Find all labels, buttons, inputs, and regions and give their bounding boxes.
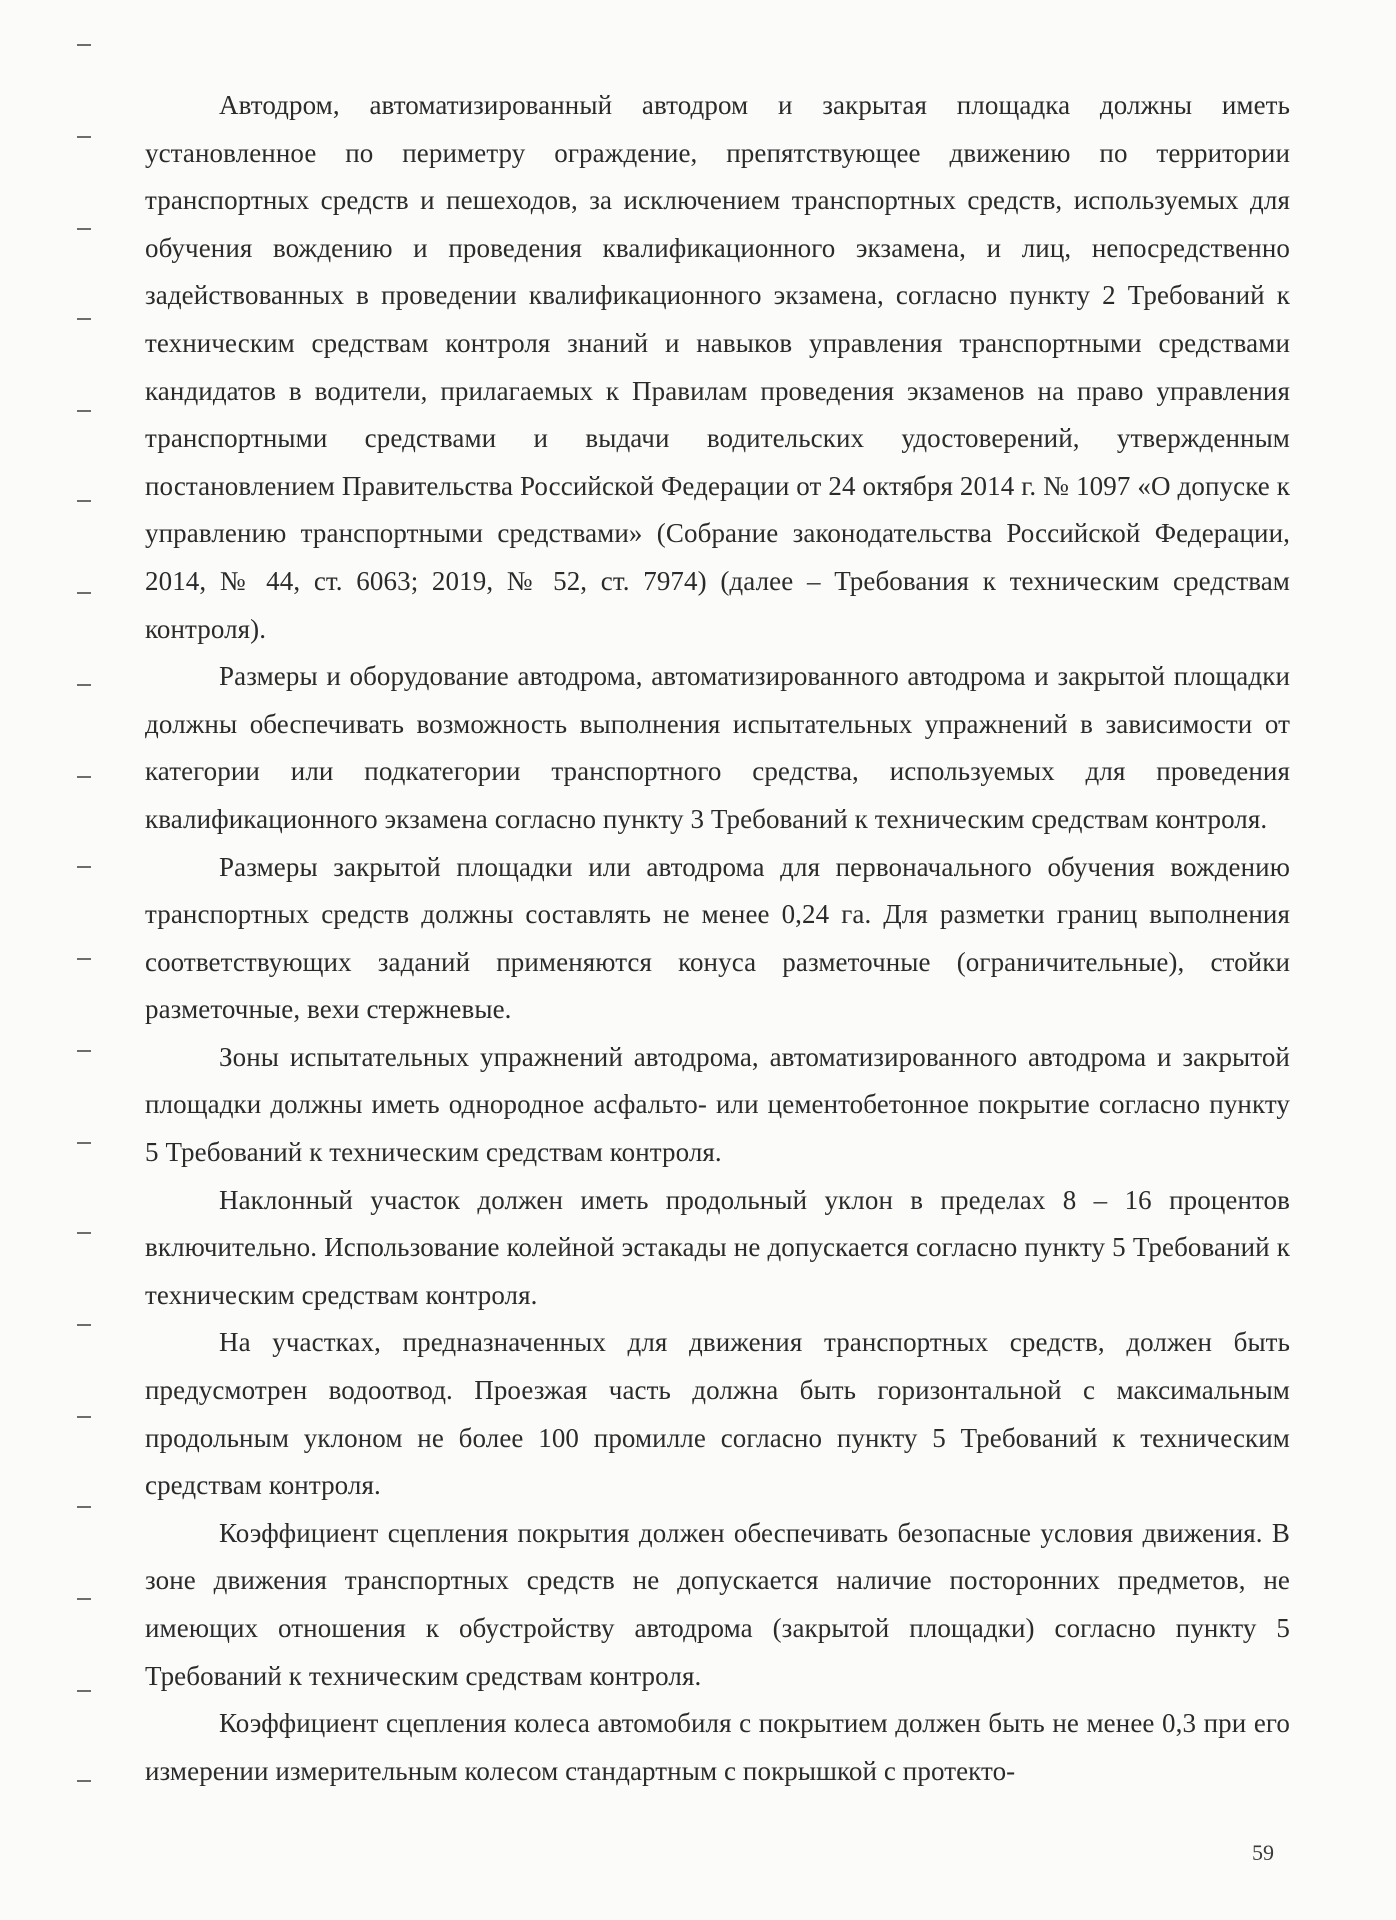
margin-tick (77, 44, 91, 46)
body-text (145, 82, 1290, 1795)
margin-tick (77, 1506, 91, 1508)
margin-tick (77, 684, 91, 686)
paragraph-dimensions-equipment: Размеры и оборудование автодрома, автоматизированного автодрома и закрытой площадки должны обеспечивать возможность выполнения испытательных упражнений в зависимости от категории или подкатегории транспортного средства, используемых для проведения квалификационного экзамена согласно пункту 3 Требований к техническим средствам контроля. (145, 661, 1290, 834)
margin-tick (77, 1780, 91, 1782)
margin-tick (77, 410, 91, 412)
margin-tick (77, 1050, 91, 1052)
paragraph-slope: Наклонный участок должен иметь продольный уклон в пределах 8 – 16 процентов включительно. Использование колейной эстакады не допускается согласно пункту 5 Требований к техническим средствам контроля. (145, 1184, 1290, 1310)
margin-tick (77, 228, 91, 230)
margin-tick (77, 1142, 91, 1144)
margin-tick (77, 1416, 91, 1418)
paragraph-area-size: Размеры закрытой площадки или автодрома для первоначального обучения вождению транспортных средств должны составлять не менее 0,24 га. Для разметки границ выполнения соответствующих заданий применяются конуса разметочные (ограничительные), стойки разметочные, вехи стержневые. (145, 851, 1290, 1025)
paragraph-adhesion-wheel: Коэффициент сцепления колеса автомобиля с покрытием должен быть не менее 0,3 при его измерении измерительным колесом стандартным с покрышкой с протекто- (145, 1708, 1290, 1786)
paragraph-drainage: На участках, предназначенных для движения транспортных средств, должен быть предусмотрен водоотвод. Проезжая часть должна быть горизонтальной с максимальным продольным уклоном не более 100 промилле согласно пункту 5 Требований к техническим средствам контроля. (145, 1327, 1290, 1501)
margin-tick (77, 1232, 91, 1234)
margin-tick (77, 1690, 91, 1692)
margin-tick (77, 500, 91, 502)
page-number: 59 (1252, 1840, 1274, 1865)
margin-tick (77, 318, 91, 320)
margin-tick (77, 1324, 91, 1326)
margin-tick (77, 776, 91, 778)
margin-tick (77, 592, 91, 594)
margin-tick (77, 136, 91, 138)
paragraph-enclosure: Автодром, автоматизированный автодром и закрытая площадка должны иметь установленное по периметру ограждение, препятствующее движению по территории транспортных средств и пешеходов, за исключением транспортных средств, используемых для обучения вождению и проведения квалификационного экзамена, и лиц, непосредственно задействованных в проведении квалификационного экзамена, согласно пункту 2 Требований к техническим средствам контроля знаний и навыков управления транспортными средствами кандидатов в водители, прилагаемых к Правилам проведения экзаменов на право управления транспортными средствами и выдачи водительских удостоверений, утвержденным постановлением Правительства Российской Федерации от 24 октября 2014 г. № 1097 «О допуске к управлению транспортными средствами» (Собрание законодательства Российской Федерации, 2014, № 44, ст. 6063; 2019, № 52, ст. 7974) (далее – Требования к техническим средствам контроля). (145, 90, 1290, 644)
margin-tick (77, 958, 91, 960)
margin-tick (77, 866, 91, 868)
paragraph-surface: Зоны испытательных упражнений автодрома, автоматизированного автодрома и закрытой площадки должны иметь однородное асфальто- или цементобетонное покрытие согласно пункту 5 Требований к техническим средствам контроля. (145, 1041, 1290, 1168)
paragraph-adhesion-coverage: Коэффициент сцепления покрытия должен обеспечивать безопасные условия движения. В зоне движения транспортных средств не допускается наличие посторонних предметов, не имеющих отношения к обустройству автодрома (закрытой площадки) согласно пункту 5 Требований к техническим средствам контроля. (145, 1517, 1290, 1691)
margin-tick (77, 1598, 91, 1600)
